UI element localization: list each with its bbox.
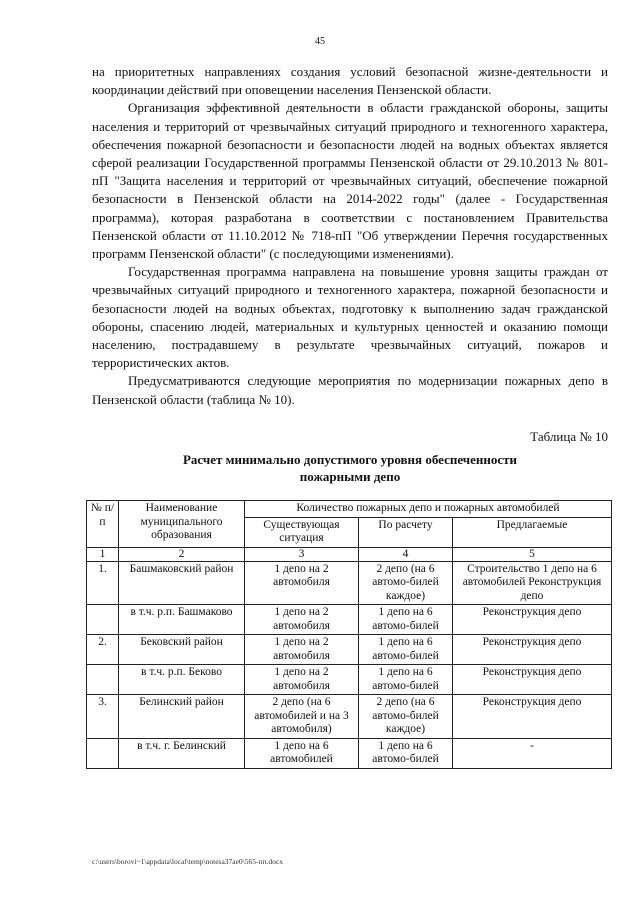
header-proposed: Предлагаемые xyxy=(453,517,612,547)
cell-calc: 2 депо (на 6 автомо-билей каждое) xyxy=(359,561,453,605)
table-title-line: пожарными депо xyxy=(299,469,401,484)
cell-proposed: - xyxy=(453,738,612,768)
cell-existing: 1 депо на 2 автомобиля xyxy=(245,665,359,695)
paragraph: на приоритетных направлениях создания условий безопасной жизне-деятельности и координации действий при оповещении населения Пензенской области. xyxy=(92,64,608,98)
cell-name: в т.ч. р.п. Беково xyxy=(119,665,245,695)
page-number: 45 xyxy=(315,36,325,47)
cell-proposed: Строительство 1 депо на 6 автомобилей Реконструкция депо xyxy=(453,561,612,605)
cell-calc: 1 депо на 6 автомо-билей xyxy=(359,665,453,695)
header-name: Наименование муниципального образования xyxy=(119,501,245,548)
header-calc: По расчету xyxy=(359,517,453,547)
cell-existing: 1 депо на 6 автомобилей xyxy=(245,738,359,768)
table-row xyxy=(87,635,612,665)
cell-existing: 2 депо (на 6 автомобилей и на 3 автомобиля) xyxy=(245,695,359,739)
depot-table xyxy=(86,500,612,769)
table-header-row xyxy=(87,501,612,518)
footer-file-path: c:\users\borovi~1\appdata\local\temp\notesa37ae0\565-пп.docx xyxy=(92,857,283,866)
cell-name: в т.ч. р.п. Башмаково xyxy=(119,605,245,635)
column-number-row xyxy=(87,547,612,561)
column-number: 4 xyxy=(359,547,453,561)
header-existing: Существующая ситуация xyxy=(245,517,359,547)
paragraph: Организация эффективной деятельности в области гражданской обороны, защиты населения и территорий от чрезвычайных ситуаций природного и техногенного характера, обеспечения пожарной безопасности и безопасности людей на водных объектах является сферой реализации Государственной программы Пензенской области от 29.10.2013 № 801-пП "Защита населения и территорий от чрезвычайных ситуаций, обеспечение пожарной безопасности в Пензенской области на 2014-2022 годы" (далее - Государственная программа), которая разработана в соответствии с постановлением Правительства Пензенской области от 11.10.2012 № 718-пП "Об утверждении Перечня государственных программ Пензенской области" (с последующими изменениями). xyxy=(92,100,608,262)
cell-proposed: Реконструкция депо xyxy=(453,635,612,665)
table-title xyxy=(100,451,600,485)
cell-name: Башмаковский район xyxy=(119,561,245,605)
paragraph: Государственная программа направлена на повышение уровня защиты граждан от чрезвычайных ситуаций природного и техногенного характера, пожарной безопасности и безопасности людей на водных объектах, подготовку к выполнению задач гражданской обороны, спасению людей, материальных и культурных ценностей и оказанию помощи населению, пострадавшему в результате чрезвычайных ситуаций, пожаров и террористических актов. xyxy=(92,264,608,371)
cell-proposed: Реконструкция депо xyxy=(453,665,612,695)
document-body xyxy=(92,63,608,409)
table-row xyxy=(87,561,612,605)
table-row xyxy=(87,605,612,635)
table-row xyxy=(87,665,612,695)
header-group: Количество пожарных депо и пожарных автомобилей xyxy=(245,501,612,518)
column-number: 3 xyxy=(245,547,359,561)
column-number: 1 xyxy=(87,547,119,561)
paragraph: Предусматриваются следующие мероприятия по модернизации пожарных депо в Пензенской области (таблица № 10). xyxy=(92,373,608,407)
cell-proposed: Реконструкция депо xyxy=(453,695,612,739)
cell-name: Белинский район xyxy=(119,695,245,739)
cell-calc: 1 депо на 6 автомо-билей xyxy=(359,738,453,768)
cell-proposed: Реконструкция депо xyxy=(453,605,612,635)
cell-existing: 1 депо на 2 автомобиля xyxy=(245,635,359,665)
cell-existing: 1 депо на 2 автомобиля xyxy=(245,605,359,635)
cell-calc: 1 депо на 6 автомо-билей xyxy=(359,635,453,665)
cell-num: 2. xyxy=(87,635,119,665)
table-label: Таблица № 10 xyxy=(530,429,608,444)
cell-num: 3. xyxy=(87,695,119,739)
cell-num: 1. xyxy=(87,561,119,605)
header-num: № п/п xyxy=(87,501,119,548)
cell-num xyxy=(87,605,119,635)
cell-existing: 1 депо на 2 автомобиля xyxy=(245,561,359,605)
column-number: 5 xyxy=(453,547,612,561)
cell-num xyxy=(87,665,119,695)
cell-name: в т.ч. г. Белинский xyxy=(119,738,245,768)
cell-calc: 2 депо (на 6 автомо-билей каждое) xyxy=(359,695,453,739)
cell-num xyxy=(87,738,119,768)
cell-name: Бековский район xyxy=(119,635,245,665)
table-row xyxy=(87,738,612,768)
table-title-line: Расчет минимально допустимого уровня обеспеченности xyxy=(182,452,518,467)
table-row xyxy=(87,695,612,739)
cell-calc: 1 депо на 6 автомо-билей xyxy=(359,605,453,635)
column-number: 2 xyxy=(119,547,245,561)
